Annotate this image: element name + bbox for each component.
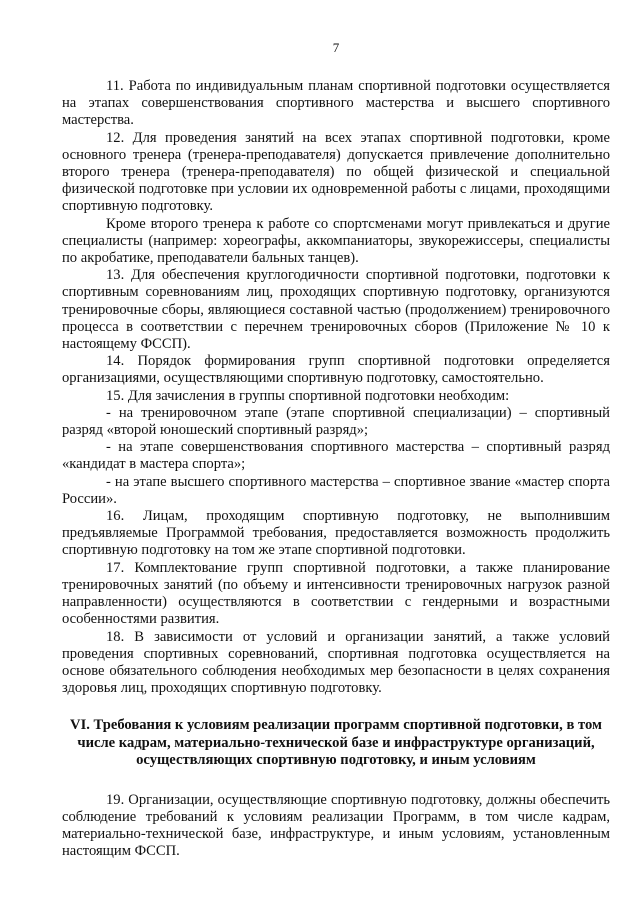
paragraph-12-continued: Кроме второго тренера к работе со спортсменами могут привлекаться и другие специалисты (например: хореографы, аккомпаниаторы, звукорежиссеры, специалисты по акробатике, преподаватели бальных танцев).: [62, 215, 610, 267]
paragraph-19: 19. Организации, осуществляющие спортивную подготовку, должны обеспечить соблюдение требований к условиям реализации Программ, в том числе кадрам, материально-технической базе, инфраструктуре, и иным условиям, установленным настоящим ФССП.: [62, 791, 610, 860]
paragraph-13: 13. Для обеспечения круглогодичности спортивной подготовки, подготовки к спортивным соревнованиям лиц, проходящих спортивную подготовку, организуются тренировочные сборы, являющиеся составной частью (продолжением) тренировочного процесса в соответствии с перечнем тренировочных сборов (Приложение № 10 к настоящему ФССП).: [62, 267, 610, 353]
section-title: VI. Требования к условиям реализации программ спортивной подготовки, в том числе кадрам, материально-технической базе и инфраструктуре организаций, осуществляющих спортивную подготовку, и иным условиям: [70, 717, 602, 769]
paragraph-16: 16. Лицам, проходящим спортивную подготовку, не выполнившим предъявляемые Программой требования, предоставляется возможность продолжить спортивную подготовку на том же этапе спортивной подготовки.: [62, 508, 610, 559]
paragraph-15: 15. Для зачисления в группы спортивной подготовки необходим:: [106, 387, 510, 404]
list-item: - на этапе высшего спортивного мастерства – спортивное звание «мастер спорта России».: [62, 473, 610, 507]
paragraph-11: 11. Работа по индивидуальным планам спортивной подготовки осуществляется на этапах совершенствования спортивного мастерства и высшего спортивного мастерства.: [62, 78, 610, 129]
list-item: - на тренировочном этапе (этапе спортивной специализации) – спортивный разряд «второй юношеский спортивный разряд»;: [62, 404, 610, 439]
page-number: 7: [332, 40, 340, 55]
paragraph-17: 17. Комплектование групп спортивной подготовки, а также планирование тренировочных занятий (по объему и интенсивности тренировочных нагрузок разной направленности) осуществляются в соответствии с гендерными и возрастными особенностями развития.: [62, 559, 610, 628]
paragraph-14: 14. Порядок формирования групп спортивной подготовки определяется организациями, осуществляющими спортивную подготовку, самостоятельно.: [62, 353, 610, 387]
paragraph-12: 12. Для проведения занятий на всех этапах спортивной подготовки, кроме основного тренера (тренера-преподавателя) допускается привлечение дополнительно второго тренера (тренера-преподавателя) по общей физической и специальной физической подготовке при условии их одновременной работы с лицами, проходящими спортивную подготовку.: [62, 129, 610, 215]
paragraph-18: 18. В зависимости от условий и организации занятий, а также условий проведения спортивных соревнований, спортивная подготовка осуществляется на основе обязательного соблюдения необходимых мер безопасности в целях сохранения здоровья лиц, проходящих спортивную подготовку.: [62, 628, 610, 697]
list-item: - на этапе совершенствования спортивного мастерства – спортивный разряд «кандидат в мастера спорта»;: [62, 439, 610, 473]
